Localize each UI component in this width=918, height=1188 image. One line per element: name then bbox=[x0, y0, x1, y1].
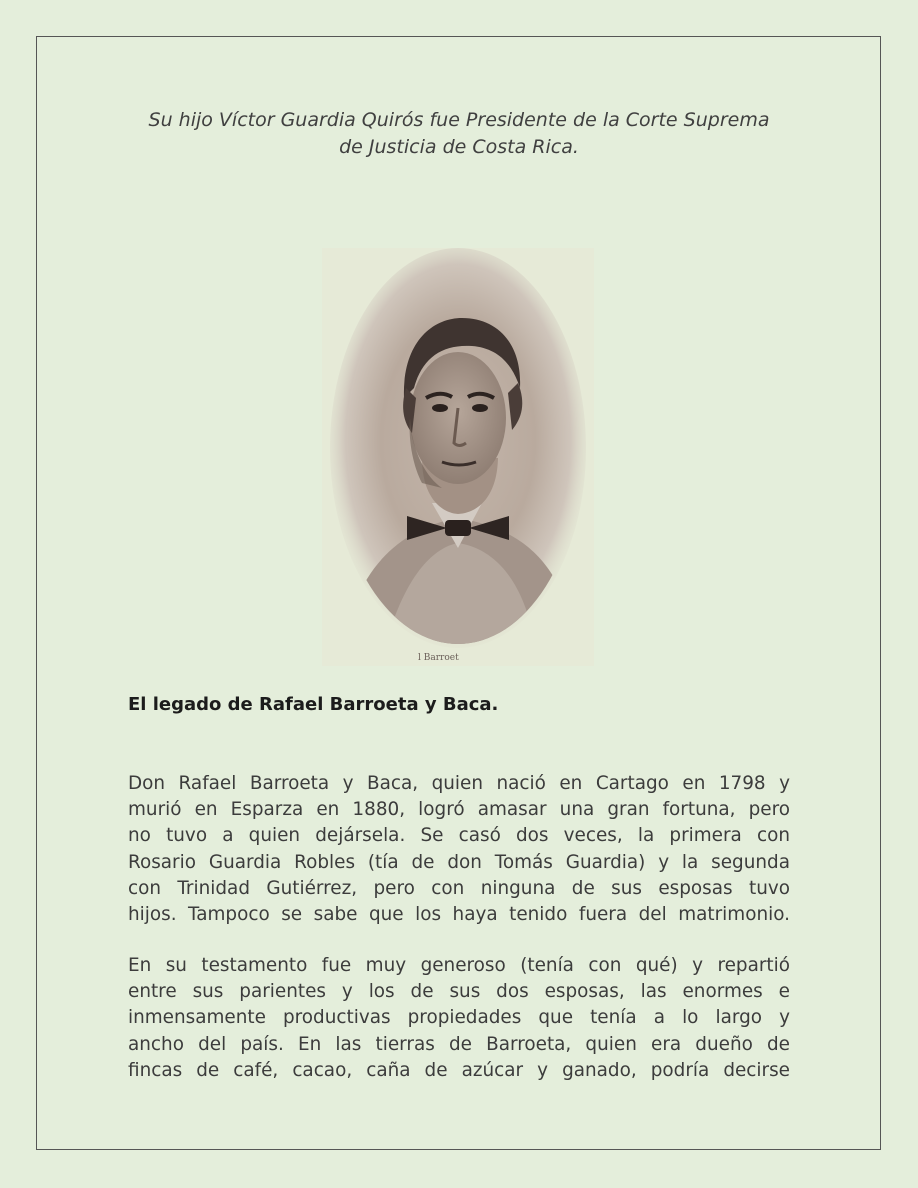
paragraph-2-line: inmensamente productivas propiedades que tenía a lo largo y bbox=[128, 1007, 790, 1029]
paragraph-1-line: Rosario Guardia Robles (tía de don Tomás Guardia) y la segunda bbox=[128, 851, 790, 873]
paragraph-2-line: ancho del país. En las tierras de Barroeta, quien era dueño de bbox=[128, 1033, 790, 1055]
paragraph-1 bbox=[128, 771, 790, 928]
caption-line-2: de Justicia de Costa Rica. bbox=[339, 136, 579, 158]
photo-caption bbox=[110, 107, 808, 161]
section-heading: El legado de Rafael Barroeta y Baca. bbox=[128, 694, 499, 715]
paragraph-2-line: fincas de café, cacao, caña de azúcar y ganado, podría decirse bbox=[128, 1059, 790, 1081]
paragraph-1-line: Don Rafael Barroeta y Baca, quien nació en Cartago en 1798 y bbox=[128, 773, 790, 794]
portrait-photo bbox=[322, 248, 594, 666]
paragraph-1-line: con Trinidad Gutiérrez, pero con ninguna de sus esposas tuvo bbox=[128, 877, 790, 899]
paragraph-1-line: no tuvo a quien dejársela. Se casó dos veces, la primera con bbox=[128, 825, 790, 847]
paragraph-2-line: En su testamento fue muy generoso (tenía con qué) y repartió bbox=[128, 955, 790, 976]
paragraph-2-line: entre sus parientes y los de sus dos esposas, las enormes e bbox=[128, 981, 790, 1003]
paragraph-1-line: murió en Esparza en 1880, logró amasar una gran fortuna, pero bbox=[128, 799, 790, 821]
portrait-inscription: l Barroet bbox=[418, 653, 459, 663]
paragraph-2 bbox=[128, 953, 790, 1084]
paragraph-1-line: hijos. Tampoco se sabe que los haya tenido fuera del matrimonio. bbox=[128, 904, 790, 926]
caption-line-1: Su hijo Víctor Guardia Quirós fue Presidente de la Corte Suprema bbox=[148, 109, 770, 131]
portrait-image bbox=[322, 248, 594, 666]
